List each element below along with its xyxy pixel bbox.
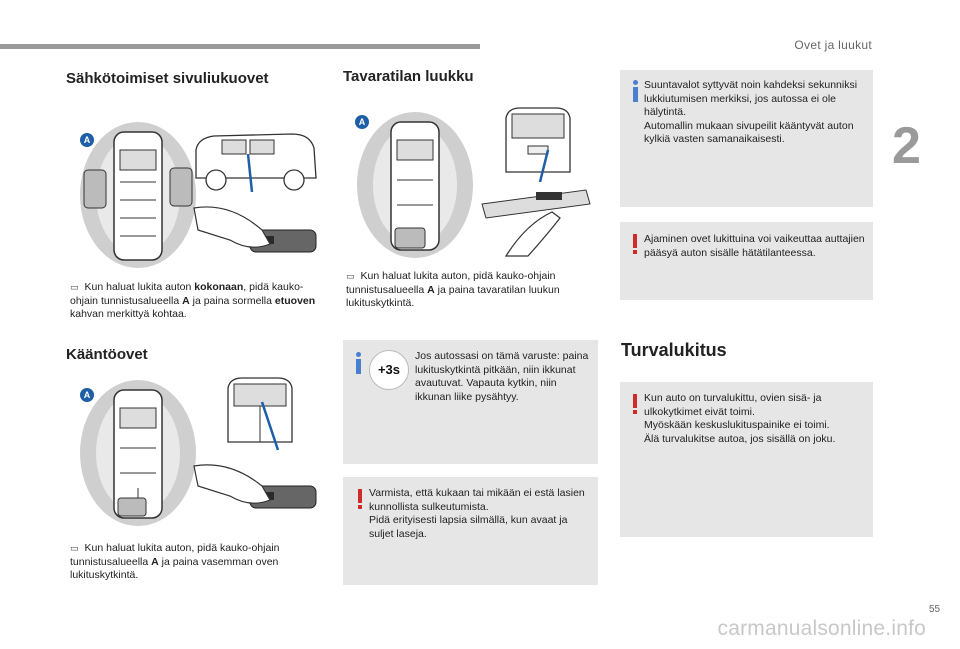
text-rear-doors: ▭ Kun haluat lukita auton, pidä kauko-ohjain tunnistusalueella A ja paina vasemman oven lukituskytkintä. (70, 542, 280, 581)
info-icon (355, 352, 362, 374)
warning-box-windows (343, 477, 598, 585)
warning-box-locked-driving (620, 222, 873, 300)
illustration-van-side (188, 126, 320, 198)
chapter-number: 2 (892, 117, 921, 175)
timer-3s-icon: +3s (369, 350, 409, 390)
title-sliding-doors: Sähkötoimiset sivuliukuovet (66, 70, 269, 87)
info-text-signals: Suuntavalot syttyvät noin kahdeksi sekunniksi lukkiutumisen merkiksi, jos autossa ei ole hälytintä. Automallin mukaan sivupeilit kääntyvät auton kylkiä vasten samanaikaisesti. (644, 79, 858, 145)
text-tailgate: ▭ Kun haluat lukita auton, pidä kauko-ohjain tunnistusalueella A ja paina tavaratilan luukun lukituskytkintä. (346, 270, 560, 309)
warning-icon (632, 234, 638, 254)
zone-marker-a: A (80, 388, 94, 402)
text-sliding-doors: ▭ Kun haluat lukita auton kokonaan, pidä kauko-ohjain tunnistusalueella A ja paina sormella etuoven kahvan merkittyä kohtaa. (70, 281, 316, 320)
illustration-rear-handle (190, 458, 322, 528)
title-rear-doors: Kääntöovet (66, 346, 148, 363)
title-deadlocking: Turvalukitus (621, 340, 727, 360)
warning-text-locked-driving: Ajaminen ovet lukittuina voi vaikeuttaa auttajien pääsyä auton sisälle hätätilanteessa. (644, 233, 865, 259)
bullet-icon: ▭ (346, 271, 355, 281)
warning-text-deadlocking: Kun auto on turvalukittu, ovien sisä- ja ulkokytkimet eivät toimi. Myöskään keskuslukituspainike ei toimi. Älä turvalukitse autoa, jos sisällä on joku. (644, 392, 836, 445)
warning-icon (632, 394, 638, 414)
watermark: carmanualsonline.info (717, 617, 926, 640)
info-icon (632, 80, 639, 102)
illustration-van-tailgate (500, 102, 576, 182)
bullet-icon: ▭ (70, 282, 79, 292)
illustration-van-rear (222, 372, 298, 452)
illustration-tailgate-switch (476, 184, 596, 258)
page-number: 55 (929, 604, 941, 615)
info-box-windows (343, 340, 598, 464)
zone-marker-a: A (80, 133, 94, 147)
illustration-tailgate-zone (355, 110, 475, 260)
info-text-windows: Jos autossasi on tämä varuste: paina lukituskytkintä pitkään, niin ikkunat avautuvat. Vapauta kytkin, niin ikkunan liike pysähtyy. (415, 350, 589, 403)
section-label: Ovet ja luukut (794, 38, 872, 52)
zone-marker-a: A (355, 115, 369, 129)
warning-box-deadlocking (620, 382, 873, 537)
warning-text-windows: Varmista, että kukaan tai mikään ei estä lasien kunnollista sulkeutumista. Pidä erityisesti lapsia silmällä, kun avaat ja suljet laseja. (369, 487, 585, 540)
title-tailgate: Tavaratilan luukku (343, 68, 474, 85)
illustration-rear-doors-zone (78, 378, 198, 528)
bullet-icon: ▭ (70, 543, 79, 553)
header-rule (0, 44, 480, 49)
info-box-signals (620, 70, 873, 207)
illustration-sliding-doors-zone (78, 120, 198, 270)
illustration-door-handle (190, 200, 322, 270)
warning-icon (357, 489, 363, 509)
